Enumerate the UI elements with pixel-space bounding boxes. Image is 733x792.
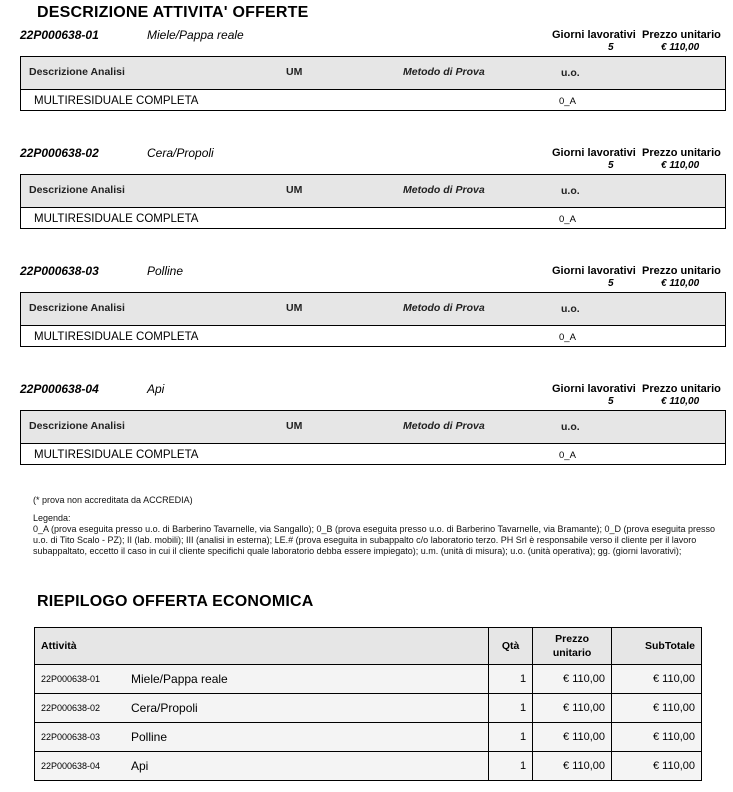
summary-code: 22P000638-02 [41,702,101,713]
days-value: 5 [608,396,614,407]
summary-header-row [35,628,702,665]
col-price-line1: Prezzo [555,633,589,645]
summary-table [34,627,702,781]
days-label: Giorni lavorativi [552,147,636,159]
header-method: Metodo di Prova [403,66,485,78]
days-label: Giorni lavorativi [552,265,636,277]
summary-row [35,723,702,752]
price-value: € 110,00 [661,278,700,289]
summary-price: € 110,00 [533,723,612,752]
activity-name: Polline [147,264,184,278]
analysis-header [20,292,726,326]
activity-name: Miele/Pappa reale [147,28,244,42]
header-method: Metodo di Prova [403,302,485,314]
col-price [533,628,612,665]
analysis-header [20,410,726,444]
col-price-line2: unitario [552,647,592,659]
col-subtotal: SubTotale [612,628,702,665]
header-descr: Descrizione Analisi [29,420,125,432]
price-label: Prezzo unitario [642,29,721,41]
legend-title: Legenda: [33,513,71,523]
analysis-name: MULTIRESIDUALE COMPLETA [34,213,199,225]
analysis-uo: 0_A [559,332,576,343]
analysis-uo: 0_A [559,450,576,461]
summary-price: € 110,00 [533,694,612,723]
summary-activity [35,665,489,694]
price-value: € 110,00 [661,42,700,53]
summary-row [35,665,702,694]
analysis-name: MULTIRESIDUALE COMPLETA [34,95,199,107]
summary-activity [35,752,489,781]
summary-title: RIEPILOGO OFFERTA ECONOMICA [37,593,314,610]
accreditation-note: (* prova non accreditata da ACCREDIA) [33,495,193,505]
section-title: DESCRIZIONE ATTIVITA' OFFERTE [37,4,309,21]
header-um: UM [286,184,303,196]
summary-row [35,752,702,781]
days-value: 5 [608,42,614,53]
header-uo: u.o. [561,303,580,315]
header-um: UM [286,420,303,432]
days-label: Giorni lavorativi [552,29,636,41]
header-descr: Descrizione Analisi [29,66,125,78]
analysis-header [20,56,726,90]
summary-code: 22P000638-01 [41,673,101,684]
summary-row [35,694,702,723]
price-label: Prezzo unitario [642,265,721,277]
price-value: € 110,00 [661,160,700,171]
header-uo: u.o. [561,67,580,79]
analysis-header [20,174,726,208]
analysis-name: MULTIRESIDUALE COMPLETA [34,331,199,343]
header-uo: u.o. [561,421,580,433]
summary-code: 22P000638-03 [41,731,101,742]
summary-qty: 1 [489,665,533,694]
analysis-uo: 0_A [559,214,576,225]
activity-code: 22P000638-04 [20,382,99,396]
header-method: Metodo di Prova [403,420,485,432]
price-label: Prezzo unitario [642,383,721,395]
activity-name: Cera/Propoli [147,146,214,160]
summary-code: 22P000638-04 [41,760,101,771]
header-descr: Descrizione Analisi [29,184,125,196]
summary-name: Polline [131,729,168,744]
activity-code: 22P000638-03 [20,264,99,278]
days-value: 5 [608,278,614,289]
summary-subtotal: € 110,00 [612,665,702,694]
summary-qty: 1 [489,723,533,752]
summary-name: Cera/Propoli [131,700,198,715]
header-um: UM [286,302,303,314]
activity-name: Api [147,382,165,396]
header-uo: u.o. [561,185,580,197]
summary-subtotal: € 110,00 [612,694,702,723]
summary-subtotal: € 110,00 [612,723,702,752]
analysis-uo: 0_A [559,96,576,107]
summary-qty: 1 [489,752,533,781]
header-um: UM [286,66,303,78]
header-method: Metodo di Prova [403,184,485,196]
price-label: Prezzo unitario [642,147,721,159]
analysis-name: MULTIRESIDUALE COMPLETA [34,449,199,461]
days-label: Giorni lavorativi [552,383,636,395]
summary-qty: 1 [489,694,533,723]
activity-code: 22P000638-01 [20,28,99,42]
summary-subtotal: € 110,00 [612,752,702,781]
col-activity: Attività [35,628,489,665]
summary-name: Api [131,758,149,773]
summary-name: Miele/Pappa reale [131,671,228,686]
price-value: € 110,00 [661,396,700,407]
col-qty: Qtà [489,628,533,665]
summary-activity [35,723,489,752]
activity-code: 22P000638-02 [20,146,99,160]
days-value: 5 [608,160,614,171]
summary-price: € 110,00 [533,665,612,694]
legend-text: 0_A (prova eseguita presso u.o. di Barberino Tavarnelle, via Sangallo); 0_B (prova eseguita presso u.o. di Barberino Tavarnelle, via Bramante); 0_D (prova eseguita presso u.o. di Tito Scalo - PZ); II (lab. mobili); III (analisi in esterna); LE.# (prova eseguita in subappalto c/o laboratorio terzo. PH Srl è responsabile verso il cliente per il lavoro subappaltato, eccetto il caso in cui il cliente specifichi quale laboratorio debba essere impiegato); u.m. (unità di misura); u.o. (unità operativa); gg. (giorni lavorativi); [33,524,716,556]
summary-price: € 110,00 [533,752,612,781]
summary-activity [35,694,489,723]
header-descr: Descrizione Analisi [29,302,125,314]
